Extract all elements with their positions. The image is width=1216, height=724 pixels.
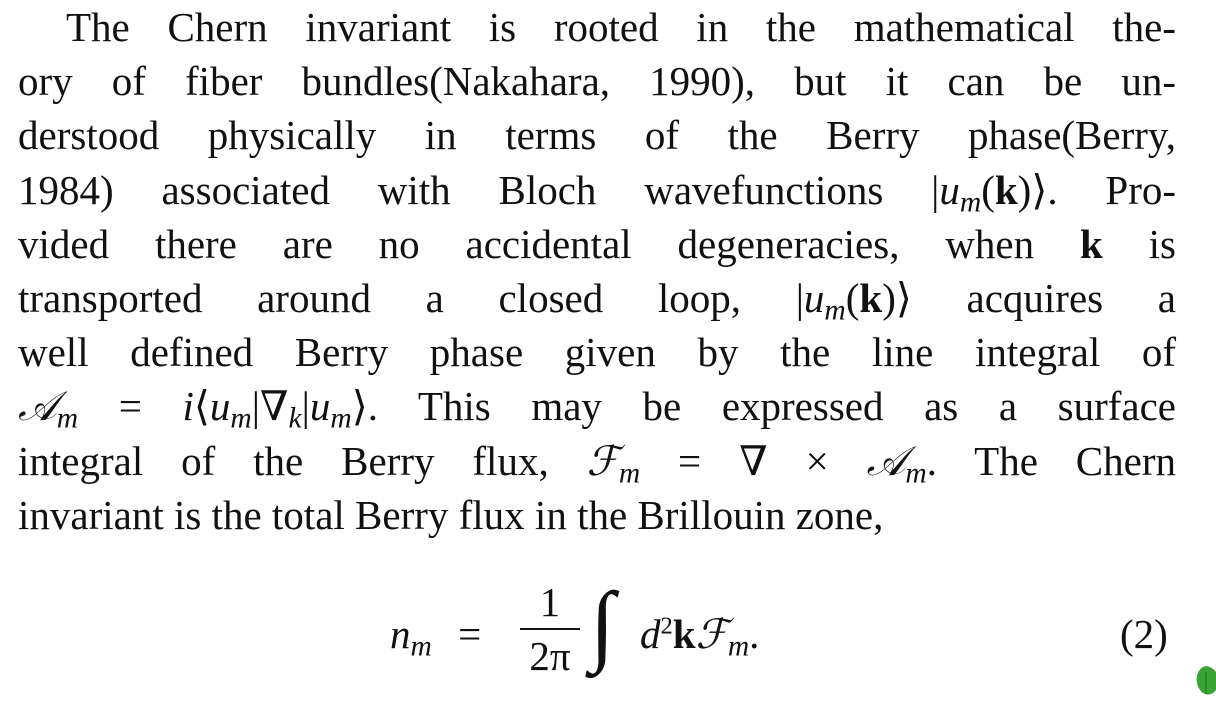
text-segment: derstood physically in terms of the Berry phase(Berry, — [18, 112, 1176, 159]
text-segment: ( — [981, 166, 995, 213]
text-segment: )⟩ acquires a — [882, 274, 1176, 321]
text-segment: integral of the Berry flux, — [18, 437, 587, 484]
text-segment: m — [56, 402, 79, 435]
text-segment: ⟨ — [193, 383, 210, 430]
fraction-bar — [520, 628, 580, 630]
text-segment: well defined Berry phase given by the line integral of — [18, 329, 1176, 376]
text-segment: = ∇ × — [640, 437, 867, 484]
paragraph-line — [18, 488, 1176, 542]
eq-period: . — [749, 611, 760, 657]
equation-2 — [0, 570, 1216, 700]
equation-number: (2) — [1120, 611, 1168, 657]
text-segment: = — [78, 383, 183, 430]
fraction-numerator: 1 — [539, 579, 561, 625]
fraction-denominator: 2π — [529, 633, 571, 679]
eq-F-sub: m — [727, 630, 750, 663]
text-segment: u — [939, 166, 960, 213]
text-segment: u — [803, 274, 825, 321]
equation-lhs — [390, 610, 481, 663]
text-segment: is — [1102, 220, 1176, 267]
paragraph-line — [18, 379, 1176, 433]
text-segment: ℱ — [586, 436, 619, 485]
text-segment: k — [859, 274, 883, 321]
text-segment: u — [309, 383, 331, 430]
text-segment: )⟩. Pro- — [1017, 166, 1176, 213]
text-segment: k — [994, 166, 1018, 213]
text-segment: 𝒜 — [866, 436, 906, 485]
paragraph-line — [18, 108, 1176, 162]
text-segment: m — [959, 185, 982, 218]
eq-n: n — [390, 611, 411, 657]
text-segment: m — [905, 456, 927, 489]
text-segment: m — [618, 456, 641, 489]
text-segment: m — [230, 402, 252, 435]
text-segment: ( — [845, 274, 860, 321]
paragraph-line — [18, 325, 1176, 379]
text-segment: invariant is the total Berry flux in the Brillouin zone, — [18, 491, 884, 538]
eq-d: d — [640, 611, 661, 657]
text-segment: transported around a closed loop, | — [18, 274, 804, 321]
paragraph-line — [18, 217, 1176, 271]
text-segment: k — [288, 402, 302, 435]
text-segment: i — [182, 383, 194, 430]
text-segment: ⟩. This may be expressed as a surface — [351, 383, 1177, 430]
eq-equals: = — [458, 611, 482, 657]
paragraph-line — [18, 434, 1176, 488]
text-segment: m — [330, 402, 352, 435]
text-segment: m — [824, 294, 846, 327]
text-segment: 1984) associated with Bloch wavefunctions | — [18, 166, 940, 213]
text-segment: 𝒜 — [18, 382, 57, 431]
leaf-icon — [1192, 660, 1216, 700]
paragraph-line — [18, 54, 1176, 108]
eq-F: ℱ — [695, 610, 728, 658]
equation-rhs — [640, 610, 759, 663]
paragraph-line — [18, 0, 1176, 54]
text-segment: |∇ — [251, 383, 289, 430]
text-segment: vided there are no accidental degeneracies, when — [18, 220, 1080, 267]
eq-d-sup: 2 — [660, 612, 673, 640]
text-segment: k — [1079, 220, 1103, 267]
text-segment: The Chern invariant is rooted in the mathematical the- — [66, 4, 1176, 50]
paragraph-line — [18, 163, 1176, 217]
paragraph-line — [18, 271, 1176, 325]
text-segment: | — [301, 383, 310, 430]
text-segment: u — [209, 383, 231, 430]
text-segment: . The Chern — [926, 437, 1176, 484]
eq-n-sub: m — [410, 630, 432, 663]
integral-sign: ∫ — [590, 575, 615, 674]
text-segment: ory of fiber bundles(Nakahara, 1990), but it can be un- — [18, 58, 1176, 105]
paragraph — [18, 0, 1176, 542]
fraction — [520, 580, 580, 678]
eq-k: k — [672, 611, 696, 657]
